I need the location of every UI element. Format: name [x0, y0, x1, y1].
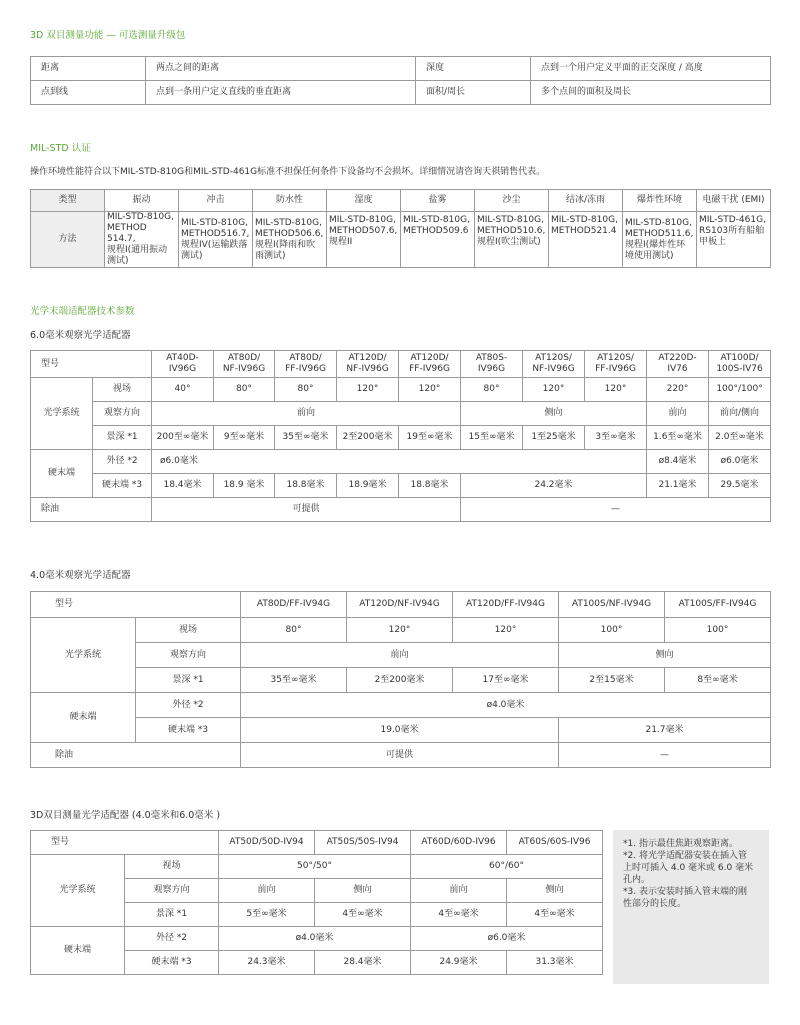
row-group-label: 光学系统 — [31, 618, 136, 693]
model-cell: AT40D-IV96G — [152, 351, 214, 378]
cell: — — [559, 743, 771, 768]
cell: ø4.0毫米 — [219, 927, 411, 951]
table-row — [31, 450, 771, 474]
cell: 19.0毫米 — [241, 718, 559, 743]
cell: 4至∞毫米 — [315, 903, 411, 927]
row-label: 硬末端 *3 — [136, 718, 241, 743]
optical-4mm-table — [30, 591, 771, 768]
cell: 80° — [214, 378, 275, 402]
model-cell: AT100S/NF-IV94G — [559, 592, 665, 618]
cell: 50°/50° — [219, 855, 411, 879]
cell: 多个点间的面积及周长 — [531, 81, 771, 105]
row-label: 除油 — [31, 498, 152, 522]
model-cell: AT220D-IV76 — [647, 351, 709, 378]
cell: 前向 — [647, 402, 709, 426]
table-row — [31, 57, 771, 81]
cell: 前向 — [219, 879, 315, 903]
row-group-label: 硬末端 — [31, 927, 125, 975]
footnote: *1. 指示最佳焦距观察距离。 — [623, 839, 738, 849]
table-header-row — [31, 351, 771, 378]
row-label: 景深 *1 — [93, 426, 152, 450]
cell: 40° — [152, 378, 214, 402]
row-group-label: 硬末端 — [31, 450, 93, 498]
header-cell: 振动 — [105, 190, 179, 212]
table-row — [31, 378, 771, 402]
header-cell: 电磁干扰 (EMI) — [697, 190, 771, 212]
model-cell: AT120D/ FF-IV96G — [399, 351, 461, 378]
milstd-table — [30, 189, 771, 268]
cell: 点到线 — [31, 81, 146, 105]
row-label: 视场 — [125, 855, 219, 879]
method-cell: MIL-STD-810G, METHOD506.6, 规程I(降雨和吹 雨测试) — [253, 212, 327, 268]
cell: 1.6至∞毫米 — [647, 426, 709, 450]
optical-3d-table — [30, 830, 603, 975]
table-row — [31, 668, 771, 693]
cell: 4至∞毫米 — [507, 903, 603, 927]
header-cell: 类型 — [31, 190, 105, 212]
cell: 9至∞毫米 — [214, 426, 275, 450]
header-cell: 湿度 — [327, 190, 401, 212]
cell: 21.7毫米 — [559, 718, 771, 743]
table-row — [31, 212, 771, 268]
cell: 120° — [453, 618, 559, 643]
cell: 80° — [275, 378, 337, 402]
t3d-subtitle: 3D双目测量光学适配器 (4.0毫米和6.0毫米 ) — [30, 810, 221, 821]
cell: 17至∞毫米 — [453, 668, 559, 693]
method-cell: MIL-STD-810G, METHOD509.6 — [401, 212, 475, 268]
row-label: 观察方向 — [125, 879, 219, 903]
table-row — [31, 855, 603, 879]
cell: 18.9 毫米 — [214, 474, 275, 498]
model-label: 型号 — [31, 592, 241, 618]
row-label: 观察方向 — [136, 643, 241, 668]
cell: 可提供 — [152, 498, 461, 522]
cell: 18.4毫米 — [152, 474, 214, 498]
row-group-label: 光学系统 — [31, 855, 125, 927]
cell: 220° — [647, 378, 709, 402]
cell: 120° — [399, 378, 461, 402]
model-cell: AT80D/ NF-IV96G — [214, 351, 275, 378]
row-label: 景深 *1 — [125, 903, 219, 927]
row-label: 硬末端 *3 — [93, 474, 152, 498]
model-cell: AT60S/60S-IV96 — [507, 831, 603, 855]
cell: 侧向 — [315, 879, 411, 903]
model-label: 型号 — [31, 351, 152, 378]
table-header-row — [31, 831, 603, 855]
model-cell: AT80D/FF-IV94G — [241, 592, 347, 618]
method-cell: MIL-STD-810G, METHOD521.4 — [549, 212, 623, 268]
cell: 面积/周长 — [416, 81, 531, 105]
cell: 点到一个用户定义平面的正交深度 / 高度 — [531, 57, 771, 81]
model-cell: AT80S-IV96G — [461, 351, 523, 378]
cell: 120° — [337, 378, 399, 402]
model-cell: AT50D/50D-IV94 — [219, 831, 315, 855]
cell: 100°/100° — [709, 378, 771, 402]
measure-table — [30, 56, 771, 105]
table-row — [31, 498, 771, 522]
cell: 2至200毫米 — [337, 426, 399, 450]
model-cell: AT80D/ FF-IV96G — [275, 351, 337, 378]
method-cell: MIL-STD-810G, METHOD511.6, 规程I(爆炸性环 境使用测试) — [623, 212, 697, 268]
table-header-row — [31, 190, 771, 212]
method-cell: MIL-STD-810G, METHOD 514.7, 规程I(通用振动 测试) — [105, 212, 179, 268]
method-cell: MIL-STD-810G, METHOD510.6, 规程I(吹尘测试) — [475, 212, 549, 268]
cell: 120° — [347, 618, 453, 643]
table-row — [31, 81, 771, 105]
table-row — [31, 618, 771, 643]
table-row — [31, 402, 771, 426]
cell: 前向 — [411, 879, 507, 903]
cell: 15至∞毫米 — [461, 426, 523, 450]
cell: 29.5毫米 — [709, 474, 771, 498]
model-cell: AT120S/ FF-IV96G — [585, 351, 647, 378]
row-label: 除油 — [31, 743, 241, 768]
model-cell: AT120S/ NF-IV96G — [523, 351, 585, 378]
cell: 200至∞毫米 — [152, 426, 214, 450]
cell: 24.9毫米 — [411, 951, 507, 975]
cell: ø6.0毫米 — [411, 927, 603, 951]
table-row — [31, 474, 771, 498]
cell: 120° — [585, 378, 647, 402]
table-row — [31, 718, 771, 743]
milstd-description: 操作环境性能符合以下MIL-STD-810G和MIL-STD-461G标准不担保任何条件下设备均不会损坏。详细情况请咨询天祺销售代表。 — [30, 167, 546, 177]
row-label: 硬末端 *3 — [125, 951, 219, 975]
cell: 2至15毫米 — [559, 668, 665, 693]
table-header-row — [31, 592, 771, 618]
header-cell: 盐雾 — [401, 190, 475, 212]
header-cell: 沙尘 — [475, 190, 549, 212]
table-row — [31, 643, 771, 668]
milstd-title: MIL-STD 认证 — [30, 143, 91, 154]
row-label: 观察方向 — [93, 402, 152, 426]
cell: 8至∞毫米 — [665, 668, 771, 693]
optical-title: 光学末端适配器技术参数 — [30, 306, 135, 317]
cell: 两点之间的距离 — [146, 57, 416, 81]
model-cell: AT120D/NF-IV94G — [347, 592, 453, 618]
cell: ø8.4毫米 — [647, 450, 709, 474]
cell: 侧向 — [507, 879, 603, 903]
cell: ø6.0毫米 — [709, 450, 771, 474]
table-row — [31, 743, 771, 768]
cell: 点到一条用户定义直线的垂直距离 — [146, 81, 416, 105]
table-row — [31, 693, 771, 718]
cell: 100° — [559, 618, 665, 643]
cell: 60°/60° — [411, 855, 603, 879]
header-cell: 结冰/冻雨 — [549, 190, 623, 212]
row-label: 景深 *1 — [136, 668, 241, 693]
model-cell: AT50S/50S-IV94 — [315, 831, 411, 855]
row-label: 视场 — [136, 618, 241, 643]
cell: 28.4毫米 — [315, 951, 411, 975]
cell: — — [461, 498, 771, 522]
model-cell: AT100D/ 100S-IV76 — [709, 351, 771, 378]
cell: ø4.0毫米 — [241, 693, 771, 718]
t4-subtitle: 4.0毫米观察光学适配器 — [30, 570, 131, 581]
cell: 4至∞毫米 — [411, 903, 507, 927]
header-cell: 防水性 — [253, 190, 327, 212]
method-cell: MIL-STD-810G, METHOD507.6, 规程II — [327, 212, 401, 268]
cell: 100° — [665, 618, 771, 643]
cell: 2至200毫米 — [347, 668, 453, 693]
model-cell: AT120D/ NF-IV96G — [337, 351, 399, 378]
method-cell: MIL-STD-461G, RS103所有船舶 甲板上 — [697, 212, 771, 268]
footnotes-box — [613, 830, 769, 984]
model-cell: AT60D/60D-IV96 — [411, 831, 507, 855]
cell: 18.9毫米 — [337, 474, 399, 498]
cell: 前向/侧向 — [709, 402, 771, 426]
cell: 前向 — [241, 643, 559, 668]
cell: 19至∞毫米 — [399, 426, 461, 450]
cell: 深度 — [416, 57, 531, 81]
cell: 35至∞毫米 — [275, 426, 337, 450]
measure-title: 3D 双目测量功能 — 可选测量升级包 — [30, 30, 186, 41]
cell: 5至∞毫米 — [219, 903, 315, 927]
cell: 120° — [523, 378, 585, 402]
cell: 可提供 — [241, 743, 559, 768]
model-cell: AT120D/FF-IV94G — [453, 592, 559, 618]
cell: 80° — [461, 378, 523, 402]
cell: 2.0至∞毫米 — [709, 426, 771, 450]
footnote: *2. 将光学适配器安装在插入管 上时可插入 4.0 毫米或 6.0 毫米 孔内。 — [623, 851, 754, 885]
cell: 35至∞毫米 — [241, 668, 347, 693]
header-cell: 冲击 — [179, 190, 253, 212]
model-cell: AT100S/FF-IV94G — [665, 592, 771, 618]
cell: 80° — [241, 618, 347, 643]
cell: 前向 — [152, 402, 461, 426]
header-cell: 爆炸性环境 — [623, 190, 697, 212]
cell: 24.2毫米 — [461, 474, 647, 498]
row-label: 外径 *2 — [125, 927, 219, 951]
row-label: 外径 *2 — [136, 693, 241, 718]
method-cell: MIL-STD-810G, METHOD516.7, 规程IV(运输跌落 测试) — [179, 212, 253, 268]
method-label: 方法 — [31, 212, 105, 268]
cell: 18.8毫米 — [275, 474, 337, 498]
cell: ø6.0毫米 — [152, 450, 647, 474]
t6-subtitle: 6.0毫米观察光学适配器 — [30, 330, 131, 341]
row-group-label: 硬末端 — [31, 693, 136, 743]
table-row — [31, 927, 603, 951]
cell: 距离 — [31, 57, 146, 81]
cell: 18.8毫米 — [399, 474, 461, 498]
footnote: *3. 表示安装时插入管末端的刚 性部分的长度。 — [623, 887, 747, 909]
cell: 21.1毫米 — [647, 474, 709, 498]
cell: 3至∞毫米 — [585, 426, 647, 450]
row-label: 外径 *2 — [93, 450, 152, 474]
cell: 侧向 — [461, 402, 647, 426]
cell: 24.3毫米 — [219, 951, 315, 975]
row-label: 视场 — [93, 378, 152, 402]
cell: 侧向 — [559, 643, 771, 668]
cell: 1至25毫米 — [523, 426, 585, 450]
table-row — [31, 426, 771, 450]
cell: 31.3毫米 — [507, 951, 603, 975]
row-group-label: 光学系统 — [31, 378, 93, 450]
optical-6mm-table — [30, 350, 771, 522]
model-label: 型号 — [31, 831, 219, 855]
